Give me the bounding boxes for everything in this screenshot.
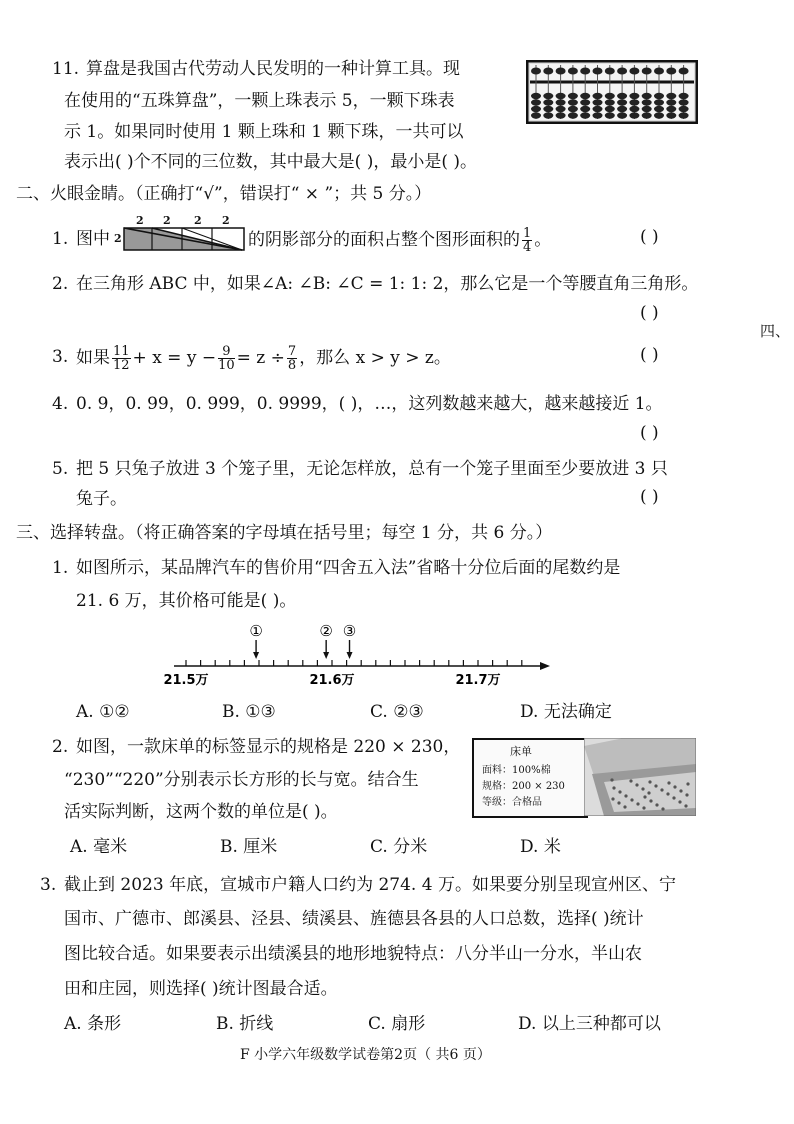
abacus-bead: [543, 106, 553, 112]
abacus-bead: [568, 99, 578, 105]
s2-q2-text: 在三角形 ABC 中，如果∠A: ∠B: ∠C = 1: 1: 2，那么它是一个等腰直角三角形。: [76, 274, 699, 294]
s3-q3-line2: 国市、广德市、郎溪县、泾县、绩溪县、旌德县各县的人口总数，选择( )统计: [64, 909, 644, 929]
abacus-bead: [666, 68, 676, 75]
frac-num: 1: [523, 226, 532, 241]
abacus-bead: [593, 68, 603, 75]
abacus-bead: [654, 99, 664, 105]
figure-top-label-1: 2: [136, 214, 144, 227]
abacus-bead: [629, 106, 639, 112]
abacus-bead: [593, 106, 603, 112]
frac-num: 9: [218, 345, 235, 359]
page-footer: F 小学六年级数学试卷第2页（ 共6 页）: [240, 1047, 491, 1063]
bed-pattern-dot: [641, 787, 644, 790]
bed-pattern-dot: [666, 792, 669, 795]
fraction-one-quarter: [522, 227, 532, 254]
bed-pattern-dot: [684, 804, 687, 807]
abacus-bead: [642, 99, 652, 105]
bed-pattern-dot: [611, 797, 614, 800]
marker-arrowhead: [253, 652, 259, 659]
label-title: 床单: [510, 745, 532, 758]
abacus-bead: [580, 112, 590, 118]
number-line-tick-label: 21.6万: [309, 673, 355, 688]
bed-pattern-dot: [636, 802, 639, 805]
abacus-bead: [568, 93, 578, 99]
abacus-bead: [617, 68, 627, 75]
abacus-bead: [543, 68, 553, 75]
abacus-bead: [654, 106, 664, 112]
label-spec: 规格：200 × 230: [482, 781, 565, 792]
bed-pattern-dot: [617, 801, 620, 804]
bedsheet-label-card: [472, 738, 588, 818]
bed-pattern-dot: [661, 807, 664, 810]
s3-q2-option-c[interactable]: C. 分米: [370, 837, 428, 857]
bed-pattern-dot: [648, 780, 651, 783]
abacus-bead: [543, 93, 553, 99]
s3-q1-line1: 如图所示，某品牌汽车的售价用“四舍五入法”省略十分位后面的尾数约是: [76, 558, 621, 578]
abacus-bead: [617, 99, 627, 105]
bed-pattern-dot: [612, 786, 615, 789]
abacus-bead: [556, 99, 566, 105]
s3-q1-number: 1.: [52, 558, 69, 578]
abacus-bead: [666, 112, 676, 118]
bed-pattern-dot: [610, 778, 613, 781]
abacus-bead: [568, 68, 578, 75]
abacus-bead: [580, 93, 590, 99]
s2-q4-answer-paren[interactable]: ( ): [640, 423, 659, 443]
abacus-bead: [617, 93, 627, 99]
s2-q1-answer-paren[interactable]: ( ): [640, 227, 659, 247]
frac-den: 10: [218, 358, 235, 373]
s3-q2-line2: “230”“220”分别表示长方形的长与宽。结合生: [64, 770, 419, 790]
bed-pattern-dot: [667, 781, 670, 784]
s3-q2-line3: 活实际判断，这两个数的单位是( )。: [64, 802, 338, 822]
s3-q1-option-b[interactable]: B. ①③: [222, 702, 276, 722]
abacus-bead: [531, 68, 541, 75]
abacus-bead: [605, 68, 615, 75]
bed-pattern-dot: [660, 788, 663, 791]
s2-q5-line2: 兔子。: [76, 489, 127, 509]
fraction-11-12: [112, 345, 131, 372]
frac-den: 12: [113, 358, 130, 373]
frac-den: 8: [287, 358, 297, 373]
abacus-bead: [543, 112, 553, 118]
s3-q3-line4: 田和庄园，则选择( )统计图最合适。: [64, 979, 338, 999]
s2-q1-after: 的阴影部分的面积占整个图形面积的: [248, 230, 520, 250]
abacus-bead: [642, 106, 652, 112]
abacus-bead: [617, 112, 627, 118]
abacus-bead: [531, 99, 541, 105]
abacus-bead: [556, 106, 566, 112]
bed-pattern-dot: [647, 791, 650, 794]
s2-q4-text: 0. 9，0. 99，0. 999，0. 9999，( )，…，这列数越来越大，越来越接近 1。: [76, 394, 663, 414]
s3-q2-number: 2.: [52, 737, 69, 757]
bed-pattern-dot: [649, 799, 652, 802]
abacus-bead: [642, 68, 652, 75]
abacus-bead: [556, 93, 566, 99]
margin-section-four: 四、: [760, 322, 791, 340]
number-line-marker: ③: [342, 622, 357, 640]
s2-q1-text: [248, 227, 551, 254]
q11-line1: 算盘是我国古代劳动人民发明的一种计算工具。现: [86, 59, 460, 79]
abacus-bead: [593, 112, 603, 118]
number-line-marker: ①: [249, 622, 263, 640]
s2-q3-mid1: + x = y −: [132, 348, 217, 368]
s3-q1-option-a[interactable]: A. ①②: [76, 702, 130, 722]
figure-top-label-3: 2: [194, 214, 202, 227]
label-grade: 等级：合格品: [482, 797, 542, 808]
abacus-bead: [642, 93, 652, 99]
s2-q2-answer-paren[interactable]: ( ): [640, 303, 659, 323]
s3-q1-line2: 21. 6 万，其价格可能是( )。: [76, 591, 297, 611]
s2-q1-end: 。: [534, 230, 552, 250]
bed-pattern-dot: [672, 796, 675, 799]
number-line-marker: ②: [319, 622, 333, 640]
s3-q1-option-c[interactable]: C. ②③: [370, 702, 424, 722]
s2-q1-number: 1.: [52, 229, 69, 249]
bed-pattern-dot: [678, 800, 681, 803]
shaded-rectangle-figure: [122, 226, 246, 252]
frac-den: 4: [523, 240, 532, 255]
abacus-bead: [629, 99, 639, 105]
s3-q3-line3: 图比较合适。如果要表示出绩溪县的地形地貌特点：八分半山一分水，半山农: [64, 944, 642, 964]
abacus-bead: [580, 68, 590, 75]
s2-q3-text: [76, 345, 451, 372]
bed-pattern-dot: [686, 782, 689, 785]
abacus-bead: [679, 68, 689, 75]
abacus-bead: [605, 106, 615, 112]
s3-q3-line1: 截止到 2023 年底，宣城市户籍人口约为 274. 4 万。如果要分别呈现宣州区、宁: [64, 875, 676, 895]
abacus-bead: [679, 99, 689, 105]
s3-q2-option-a[interactable]: A. 毫米: [70, 837, 128, 857]
bed-pattern-dot: [679, 789, 682, 792]
bed-pattern-dot: [630, 798, 633, 801]
bed-pattern-dot: [635, 783, 638, 786]
abacus-bead: [568, 112, 578, 118]
section2-heading: 二、火眼金睛。（正确打“√”，错误打“ × ”；共 5 分。）: [16, 184, 432, 204]
abacus-bead: [556, 112, 566, 118]
s3-q3-option-a[interactable]: A. 条形: [64, 1014, 122, 1034]
frac-num: 11: [113, 344, 130, 359]
number-line-tick-label: 21.5万: [163, 673, 209, 688]
figure-top-label-2: 2: [163, 214, 171, 227]
bed-pattern-dot: [643, 795, 646, 798]
s3-q3-number: 3.: [40, 875, 57, 895]
s2-q3-answer-paren[interactable]: ( ): [640, 345, 659, 365]
abacus-bead: [605, 99, 615, 105]
abacus-bead: [666, 99, 676, 105]
bed-pattern-dot: [624, 794, 627, 797]
s2-q4-number: 4.: [52, 394, 69, 414]
marker-arrowhead: [323, 652, 329, 659]
section3-heading: 三、选择转盘。（将正确答案的字母填在括号里；每空 1 分，共 6 分。）: [16, 523, 553, 543]
abacus-image: [526, 60, 698, 124]
figure-top-label-4: 2: [222, 214, 230, 227]
abacus-bead: [568, 106, 578, 112]
s3-q3-option-c[interactable]: C. 扇形: [368, 1014, 426, 1034]
abacus-bead: [531, 93, 541, 99]
bed-pattern-dot: [629, 779, 632, 782]
figure-side-label: 2: [114, 232, 122, 245]
number-line-tick-label: 21.7万: [455, 673, 501, 688]
s3-q3-option-d[interactable]: D. 以上三种都可以: [518, 1014, 661, 1034]
abacus-bead: [629, 112, 639, 118]
abacus-bead: [679, 93, 689, 99]
abacus-bead: [605, 93, 615, 99]
abacus-bead: [654, 112, 664, 118]
s3-q3-option-b[interactable]: B. 折线: [216, 1014, 274, 1034]
abacus-bead: [531, 112, 541, 118]
marker-arrowhead: [347, 652, 353, 659]
abacus-bead: [629, 68, 639, 75]
s3-q2-option-d[interactable]: D. 米: [520, 837, 561, 857]
fraction-9-10: [218, 345, 235, 372]
q11-line4: 表示出( )个不同的三位数，其中最大是( )，最小是( )。: [64, 152, 478, 172]
s2-q5-answer-paren[interactable]: ( ): [640, 487, 659, 507]
s2-q3-number: 3.: [52, 347, 69, 367]
abacus-bead: [556, 68, 566, 75]
abacus-bead: [654, 68, 664, 75]
s2-q3-mid2: = z ÷: [236, 348, 285, 368]
bed-photo: [584, 738, 696, 816]
abacus-bead: [593, 99, 603, 105]
abacus-bead: [642, 112, 652, 118]
abacus-bead: [531, 106, 541, 112]
s2-q2-number: 2.: [52, 274, 69, 294]
s3-q2-option-b[interactable]: B. 厘米: [220, 837, 278, 857]
s2-q3-after: ，那么 x > y > z。: [299, 348, 451, 368]
abacus-bead: [605, 112, 615, 118]
abacus-bead: [580, 99, 590, 105]
fraction-7-8: [287, 345, 297, 372]
abacus-bead: [593, 93, 603, 99]
abacus-bead: [666, 106, 676, 112]
bed-pattern-dot: [685, 793, 688, 796]
number-line: [160, 618, 560, 690]
abacus-bead: [679, 112, 689, 118]
label-fabric: 面料：100%棉: [482, 765, 551, 776]
bed-pattern-dot: [673, 785, 676, 788]
bed-pattern-dot: [623, 805, 626, 808]
bed-pattern-dot: [618, 790, 621, 793]
s3-q2-line1: 如图，一款床单的标签显示的规格是 220 × 230，: [76, 737, 461, 757]
q11-line2: 在使用的“五珠算盘”，一颗上珠表示 5，一颗下珠表: [64, 91, 455, 111]
s2-q5-number: 5.: [52, 459, 69, 479]
abacus-bead: [679, 106, 689, 112]
abacus-bead: [543, 99, 553, 105]
bed-pattern-dot: [642, 806, 645, 809]
abacus-bead: [629, 93, 639, 99]
s2-q1-before: 图中: [76, 229, 110, 249]
abacus-bead: [666, 93, 676, 99]
s2-q5-line1: 把 5 只兔子放进 3 个笼子里，无论怎样放，总有一个笼子里面至少要放进 3 只: [76, 459, 668, 479]
q11-line3: 示 1。如果同时使用 1 颗上珠和 1 颗下珠，一共可以: [64, 122, 464, 142]
s2-q3-before: 如果: [76, 348, 110, 368]
abacus-bead: [580, 106, 590, 112]
frac-num: 7: [287, 344, 297, 359]
abacus-bead: [654, 93, 664, 99]
bed-pattern-dot: [654, 784, 657, 787]
bed-pattern-dot: [655, 803, 658, 806]
abacus-bead: [617, 106, 627, 112]
q11-number: 11.: [52, 59, 80, 79]
s3-q1-option-d[interactable]: D. 无法确定: [520, 702, 612, 722]
